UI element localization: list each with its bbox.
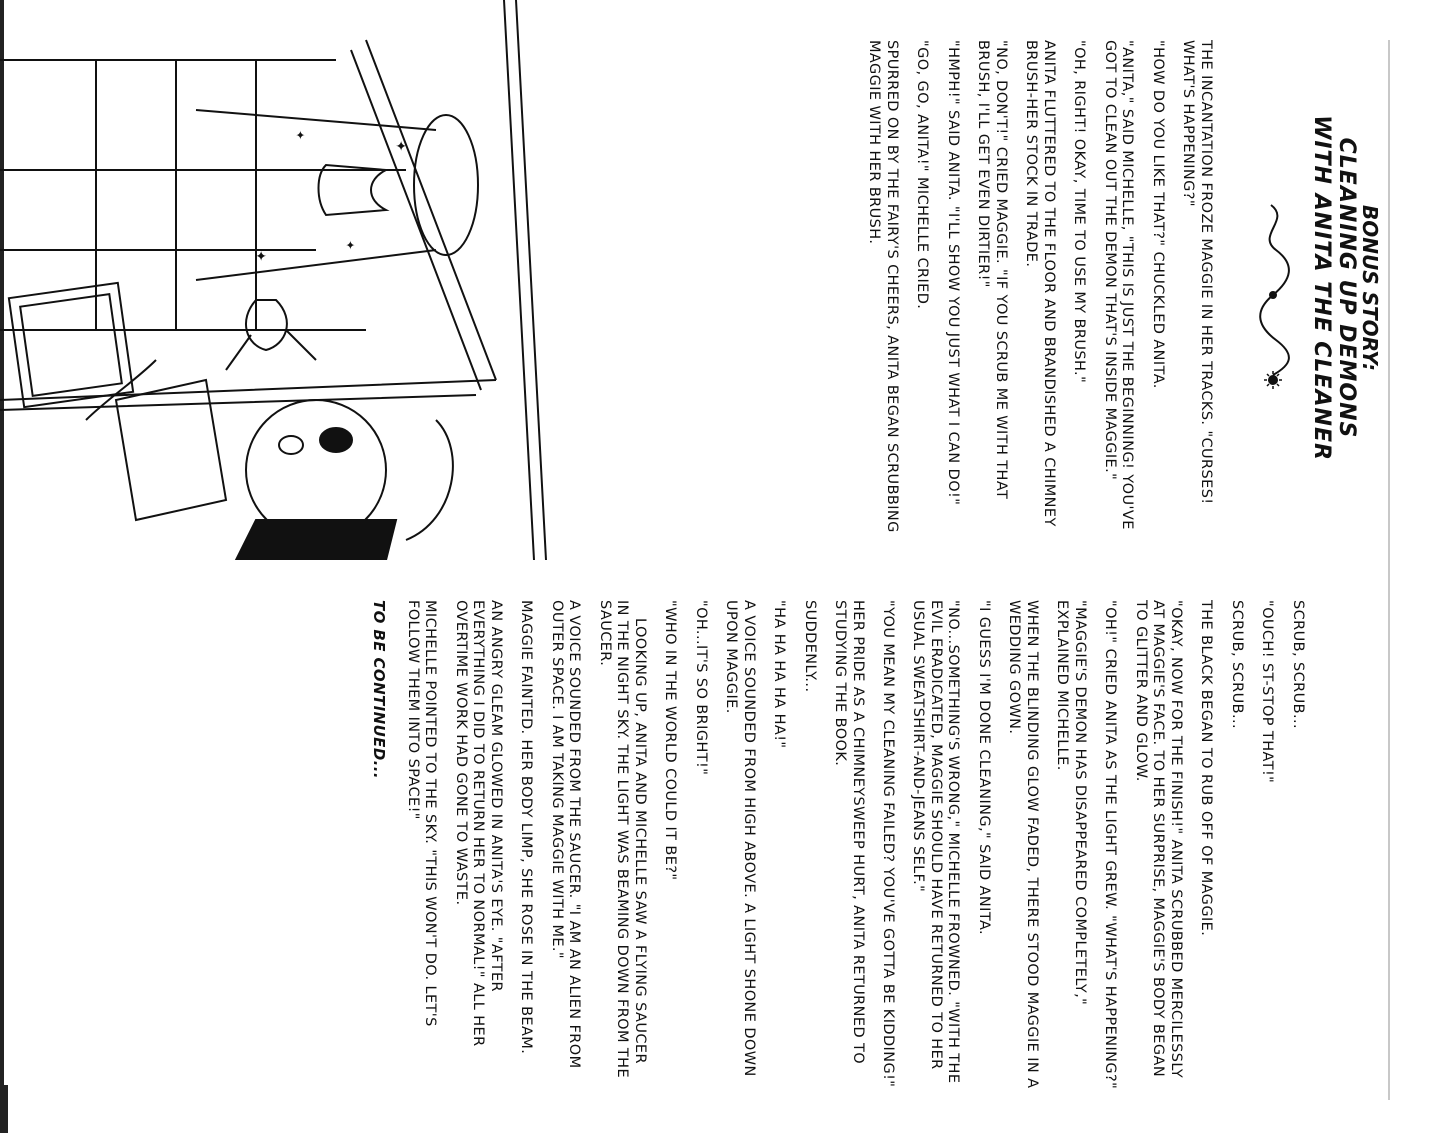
to-be-continued: TO BE CONTINUED... (370, 600, 389, 779)
paragraph: SUDDENLY... (802, 600, 818, 693)
window-frame (0, 0, 546, 560)
paragraph: WHEN THE BLINDING GLOW FADED, THERE STOOD MAGGIE IN A WEDDING GOWN. (1006, 600, 1040, 1089)
flourish-ornament (1251, 200, 1301, 390)
paragraph: ANITA FLUTTERED TO THE FLOOR AND BRANDISHED A CHIMNEY BRUSH-HER STOCK IN TRADE. (1023, 40, 1057, 527)
svg-text:✦: ✦ (392, 140, 408, 152)
paragraph: AN ANGRY GLEAM GLOWED IN ANITA'S EYE. "AFTER EVERYTHING I DID TO RETURN HER TO NORMAL!" ALL HER OVERTIME WORK HAD GONE TO WASTE. (453, 600, 504, 1047)
paragraph: "HMPH!" SAID ANITA. "I'LL SHOW YOU JUST WHAT I CAN DO!" (945, 40, 961, 506)
paragraph: "OKAY, NOW FOR THE FINISH!" ANITA SCRUBBED MERCILESSLY AT MAGGIE'S FACE. TO HER SURPRISE, MAGGIE'S BODY BEGAN TO GLITTER AND GLOW. (1133, 600, 1184, 1079)
paragraph: "OH, RIGHT! OKAY, TIME TO USE MY BRUSH." (1071, 40, 1088, 384)
manga-illustration (0, 0, 556, 560)
title-line-3: WITH ANITA THE CLEANER (1309, 115, 1334, 461)
paragraph: SPURRED ON BY THE FAIRY'S CHEERS, ANITA BEGAN SCRUBBING MAGGIE WITH HER BRUSH. (866, 40, 900, 533)
paragraph: MAGGIE FAINTED. HER BODY LIMP, SHE ROSE IN THE BEAM. (518, 600, 535, 1055)
paragraph: "NO, DON'T!" CRIED MAGGIE. "IF YOU SCRUB ME WITH THAT BRUSH, I'LL GET EVEN DIRTIER!" (975, 40, 1009, 500)
paragraph: THE INCANTATION FROZE MAGGIE IN HER TRACKS. "CURSES! WHAT'S HAPPENING?" (1180, 40, 1214, 505)
story-column-2 (866, 600, 1307, 1090)
paragraph: "NO...SOMETHING'S WRONG," MICHELLE FROWNED. "WITH THE EVIL ERADICATED, MAGGIE SHOULD HAVE RETURNED TO HER USUAL SWEATSHIRT-AND-JEANS SELF." (910, 600, 962, 1084)
story-column-1 (852, 40, 1214, 550)
paragraph: "OH...IT'S SO BRIGHT!" (693, 600, 709, 776)
book-illustration (9, 283, 133, 407)
fairy-figure (226, 300, 316, 370)
paragraph: "MAGGIE'S DEMON HAS DISAPPEARED COMPLETELY," EXPLAINED MICHELLE. (1054, 600, 1088, 1006)
paragraph: SCRUB, SCRUB... (1229, 600, 1245, 729)
paragraph: A VOICE SOUNDED FROM THE SAUCER. "I AM AN ALIEN FROM OUTER SPACE. I AM TAKING MAGGIE WITH ME." (549, 600, 583, 1069)
sun-icon (1264, 371, 1282, 389)
paragraph: "GO, GO, ANITA!" MICHELLE CRIED. (914, 40, 931, 310)
paragraph: "WHO IN THE WORLD COULD IT BE?" (662, 600, 679, 881)
paragraph: "HA HA HA HA HA!" (771, 600, 788, 749)
paragraph: "HOW DO YOU LIKE THAT?" CHUCKLED ANITA. (1150, 40, 1166, 389)
paragraph: MICHELLE POINTED TO THE SKY. "THIS WON'T DO. LET'S FOLLOW THEM INTO SPACE!" (405, 600, 439, 1027)
paragraph: SCRUB, SCRUB... (1290, 600, 1306, 729)
paragraph: LOOKING UP, ANITA AND MICHELLE SAW A FLYING SAUCER IN THE NIGHT SKY. THE LIGHT WAS BEAMING DOWN FROM THE SAUCER. (597, 600, 648, 1079)
paragraph: "OUCH! ST-STOP THAT!" (1259, 600, 1276, 784)
paragraph: "I GUESS I'M DONE CLEANING," SAID ANITA. (976, 600, 992, 936)
paragraph: "YOU MEAN MY CLEANING FAILED? YOU'VE GOTTA BE KIDDING!" (880, 600, 896, 1088)
svg-text:✦: ✦ (252, 250, 268, 262)
svg-text:✦: ✦ (343, 240, 357, 251)
light-beam (196, 110, 478, 280)
paragraph: HER PRIDE AS A CHIMNEYSWEEP HURT, ANITA RETURNED TO STUDYING THE BOOK. (832, 600, 866, 1065)
story-title (1309, 48, 1381, 528)
title-line-1: BONUS STORY: (1358, 205, 1382, 371)
paragraph: A VOICE SOUNDED FROM HIGH ABOVE. A LIGHT SHONE DOWN UPON MAGGIE. (723, 600, 757, 1077)
paragraph: THE BLACK BEGAN TO RUB OFF OF MAGGIE. (1198, 600, 1215, 937)
story-column-3 (370, 600, 866, 1080)
paragraph: "ANITA," SAID MICHELLE, "THIS IS JUST THE BEGINNING! YOU'VE GOT TO CLEAN OUT THE DEMON THAT'S INSIDE MAGGIE." (1102, 40, 1136, 530)
svg-text:✦: ✦ (293, 130, 307, 141)
title-line-2: CLEANING UP DEMONS (1334, 137, 1359, 439)
paragraph: "OH!" CRIED ANITA AS THE LIGHT GREW. "WHAT'S HAPPENING?" (1102, 600, 1119, 1090)
